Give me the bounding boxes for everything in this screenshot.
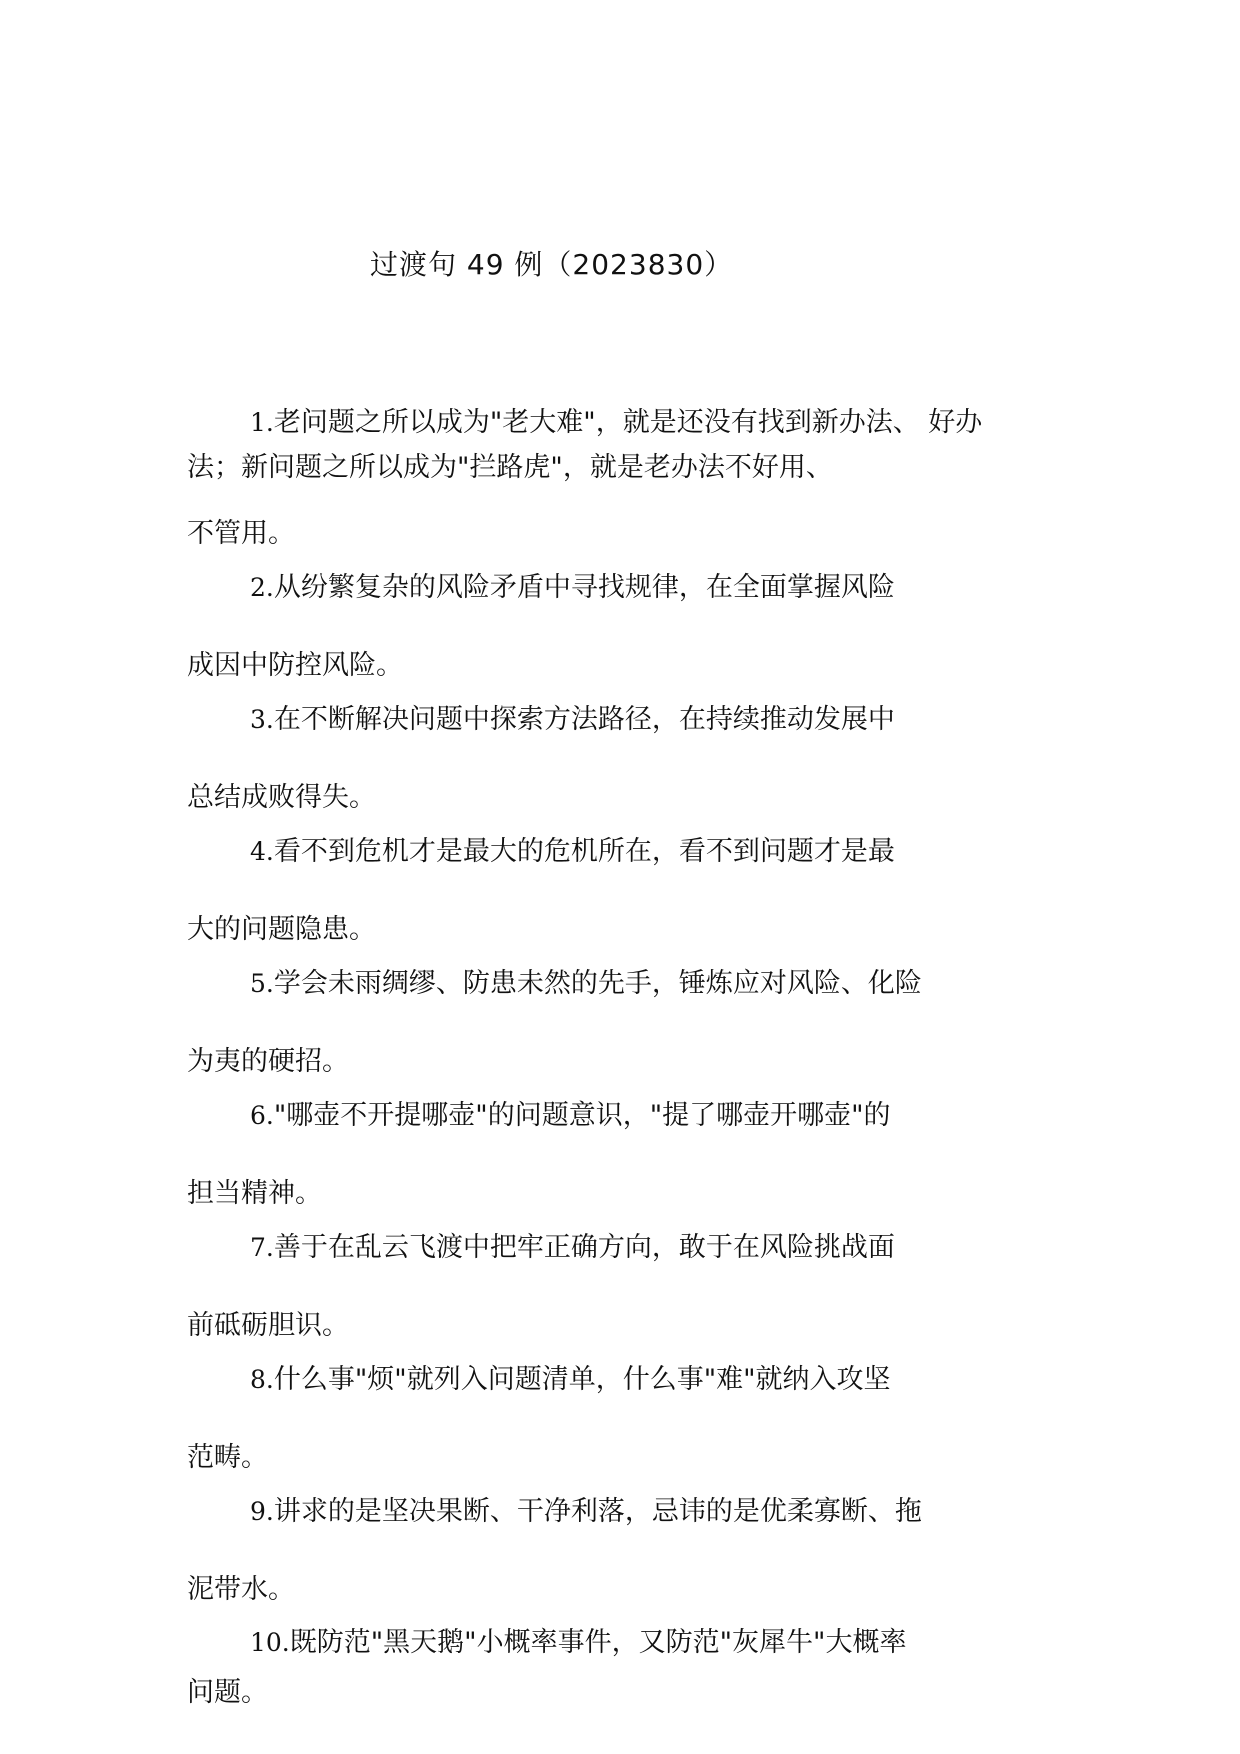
item-6-line-1	[250, 1098, 891, 1134]
item-9-line-2: 泥带水。	[187, 1574, 295, 1605]
item-number: 1.	[250, 408, 274, 437]
item-5-line-2: 为夷的硬招。	[187, 1046, 349, 1077]
item-number: 2.	[250, 573, 274, 602]
item-9-line-1	[250, 1494, 922, 1530]
item-text: 看不到危机才是最大的危机所在，看不到问题才是最	[273, 836, 895, 867]
item-2-line-1	[250, 570, 895, 606]
item-text: 从纷繁复杂的风险矛盾中寻找规律，在全面掌握风险	[273, 572, 895, 603]
item-text: 老问题之所以成为"老大难"，就是还没有找到新办法、 好办	[273, 407, 983, 438]
item-1-line-2: 法；新问题之所以成为"拦路虎"，就是老办法不好用、	[187, 452, 833, 483]
item-1-line-1	[250, 405, 982, 441]
item-text: 什么事"烦"就列入问题清单，什么事"难"就纳入攻坚	[273, 1364, 891, 1395]
item-4-line-2: 大的问题隐患。	[187, 914, 376, 945]
item-1-line-3: 不管用。	[187, 518, 295, 549]
item-7-line-1	[250, 1230, 895, 1266]
item-text: 善于在乱云飞渡中把牢正确方向，敢于在风险挑战面	[273, 1232, 895, 1263]
item-3-line-1	[250, 702, 895, 738]
item-text: "哪壶不开提哪壶"的问题意识，"提了哪壶开哪壶"的	[273, 1100, 891, 1131]
item-text: 在不断解决问题中探索方法路径，在持续推动发展中	[273, 704, 895, 735]
item-7-line-2: 前砥砺胆识。	[187, 1310, 349, 1341]
item-text: 既防范"黑天鹅"小概率事件，又防范"灰犀牛"大概率	[289, 1627, 907, 1658]
item-number: 9.	[250, 1497, 274, 1526]
item-number: 3.	[250, 705, 274, 734]
document-title: 过渡句 49 例（2023830）	[370, 248, 734, 281]
item-number: 6.	[250, 1101, 274, 1130]
item-text: 学会未雨绸缪、防患未然的先手，锤炼应对风险、化险	[273, 968, 922, 999]
item-number: 7.	[250, 1233, 274, 1262]
item-4-line-1	[250, 834, 895, 870]
item-number: 10.	[250, 1628, 290, 1657]
item-5-line-1	[250, 966, 922, 1002]
item-number: 5.	[250, 969, 274, 998]
item-10-line-2: 问题。	[187, 1677, 268, 1708]
item-text: 讲求的是坚决果断、干净利落，忌讳的是优柔寡断、拖	[273, 1496, 922, 1527]
item-8-line-1	[250, 1362, 891, 1398]
item-6-line-2: 担当精神。	[187, 1178, 322, 1209]
item-10-line-1	[250, 1625, 906, 1661]
item-number: 4.	[250, 837, 274, 866]
item-3-line-2: 总结成败得失。	[187, 782, 376, 813]
item-8-line-2: 范畴。	[187, 1442, 268, 1473]
item-number: 8.	[250, 1365, 274, 1394]
item-2-line-2: 成因中防控风险。	[187, 650, 403, 681]
